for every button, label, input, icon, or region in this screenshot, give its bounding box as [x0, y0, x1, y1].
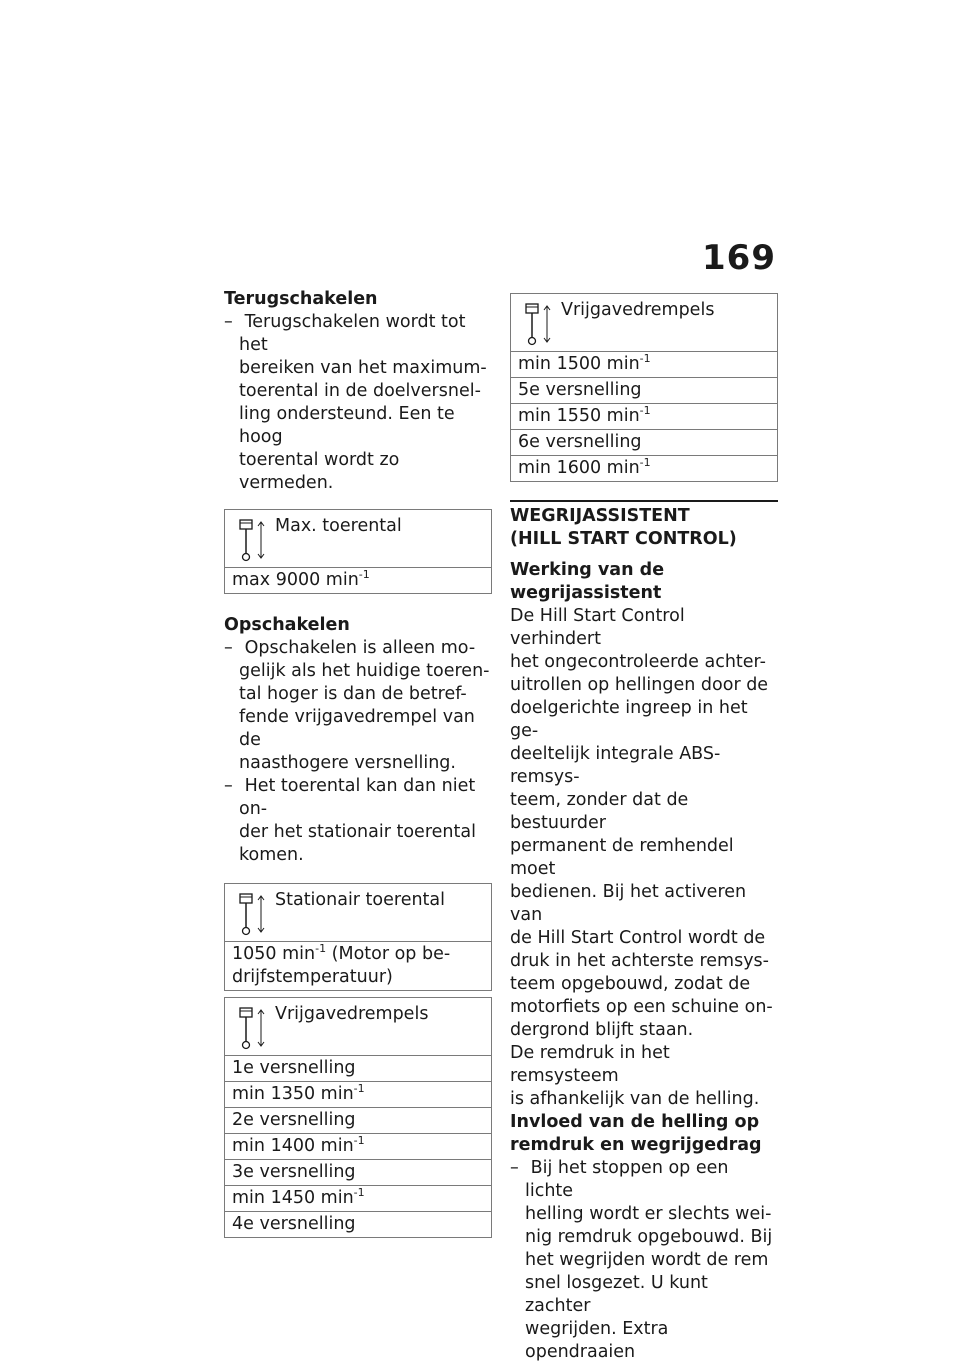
text-line: druk in het achterste remsys-: [510, 951, 769, 971]
bullet-line: bereiken van het maximum-: [239, 358, 487, 378]
text-line: doelgerichte ingreep in het ge-: [510, 698, 748, 741]
row-value: 6e versnelling: [518, 432, 642, 452]
row-value: min 1500 min: [518, 354, 640, 374]
bullet-line: tal hoger is dan de betref-: [239, 684, 467, 704]
bullet-line: fende vrijgavedrempel van de: [239, 707, 475, 750]
text-line: permanent de remhendel moet: [510, 836, 734, 879]
box-row: [225, 1134, 491, 1160]
werking-paragraph-1: [510, 605, 778, 1042]
heading-line: Invloed van de helling op: [510, 1112, 760, 1132]
text-line: uitrollen op hellingen door de: [510, 675, 769, 695]
row-value: min 1350 min: [232, 1084, 354, 1104]
bullet-line: snel losgezet. U kunt zachter: [525, 1273, 708, 1316]
opschakelen-bullet-1: [224, 637, 492, 775]
box-header: [225, 998, 491, 1056]
text-line: dergrond blijft staan.: [510, 1020, 694, 1040]
opschakelen-heading: Opschakelen: [224, 615, 350, 635]
page-number: 169: [702, 238, 776, 278]
bullet-line: nig remdruk opgebouwd. Bij: [525, 1227, 773, 1247]
bullet-line: gelijk als het huidige toeren-: [239, 661, 490, 681]
terugschakelen-bullet: [224, 311, 492, 495]
box-row: [225, 1108, 491, 1134]
row-value: min 1550 min: [518, 406, 640, 426]
text-line: de Hill Start Control wordt de: [510, 928, 766, 948]
box-row: [511, 456, 777, 481]
bullet-line: Terugschakelen wordt tot het: [239, 312, 466, 355]
row-value: 1050 min: [232, 944, 316, 964]
heading-line: remdruk en wegrijgedrag: [510, 1135, 762, 1155]
piston-rpm-icon: [237, 892, 271, 938]
row-superscript: -1: [639, 352, 651, 366]
row-value: drijfstemperatuur): [232, 967, 393, 987]
text-line: De Hill Start Control verhindert: [510, 606, 685, 649]
bullet-line: Het toerental kan dan niet on-: [239, 776, 476, 819]
row-value: min 1600 min: [518, 458, 640, 478]
box-label: Stationair toerental: [275, 890, 446, 910]
opschakelen-bullet-2: [224, 775, 492, 867]
box-row: [225, 942, 491, 990]
box-row: [225, 1186, 491, 1212]
row-value: min 1450 min: [232, 1188, 354, 1208]
row-value: 4e versnelling: [232, 1214, 356, 1234]
row-superscript: -1: [639, 404, 651, 418]
section-title-line: WEGRIJASSISTENT: [510, 506, 690, 526]
box-header: [225, 510, 491, 568]
piston-rpm-icon: [237, 1006, 271, 1052]
heading-line: Werking van de: [510, 560, 665, 580]
row-superscript: -1: [315, 942, 327, 956]
bullet-line: toerental in de doelversnel-: [239, 381, 481, 401]
box-row: [511, 430, 777, 456]
box-row: [225, 1160, 491, 1186]
box-header: [511, 294, 777, 352]
box-label: Vrijgavedrempels: [561, 300, 715, 320]
text-line: teem opgebouwd, zodat de: [510, 974, 751, 994]
box-row: [511, 352, 777, 378]
bullet-line: Bij het stoppen op een lichte: [525, 1158, 729, 1201]
box-header: [225, 884, 491, 942]
right-column: [510, 293, 778, 1364]
werking-heading: [510, 559, 778, 605]
bullet-line: helling wordt er slechts wei-: [525, 1204, 772, 1224]
box-row: [511, 378, 777, 404]
row-value: min 1400 min: [232, 1136, 354, 1156]
row-superscript: -1: [353, 1082, 365, 1096]
text-line: bedienen. Bij het activeren van: [510, 882, 747, 925]
row-superscript: -1: [358, 568, 370, 582]
bullet-line: het wegrijden wordt de rem: [525, 1250, 769, 1270]
piston-rpm-icon: [523, 302, 557, 348]
bullet-line: Opschakelen is alleen mo-: [244, 638, 476, 658]
text-line: motorfiets op een schuine on-: [510, 997, 773, 1017]
section-title-line: (HILL START CONTROL): [510, 529, 737, 549]
bullet-line: toerental wordt zo vermeden.: [239, 450, 400, 493]
box-row: [225, 1082, 491, 1108]
invloed-bullet: [510, 1157, 778, 1364]
bullet-line: ling ondersteund. Een te hoog: [239, 404, 455, 447]
heading-line: wegrijassistent: [510, 583, 662, 603]
box-row: [225, 1056, 491, 1082]
bullet-line: komen.: [239, 845, 304, 865]
box-row: [511, 404, 777, 430]
row-value: 5e versnelling: [518, 380, 642, 400]
row-value: 1e versnelling: [232, 1058, 356, 1078]
box-row: [225, 568, 491, 593]
row-superscript: -1: [353, 1134, 365, 1148]
row-value: 3e versnelling: [232, 1162, 356, 1182]
text-line: deeltelijk integrale ABS-remsys-: [510, 744, 721, 787]
text-line: teem, zonder dat de bestuurder: [510, 790, 689, 833]
werking-paragraph-2: [510, 1042, 778, 1111]
text-line: het ongecontroleerde achter-: [510, 652, 766, 672]
piston-rpm-icon: [237, 518, 271, 564]
row-value: (Motor op be-: [326, 944, 451, 964]
box-label: Max. toerental: [275, 516, 402, 536]
bullet-line: der het stationair toerental: [239, 822, 476, 842]
bullet-line: naasthogere versnelling.: [239, 753, 456, 773]
box-row: [225, 1212, 491, 1237]
vrijgavedrempels-box-1: [224, 997, 492, 1238]
left-column: [224, 288, 492, 1238]
row-value: max 9000 min: [232, 570, 359, 590]
max-toerental-box: [224, 509, 492, 594]
stationair-toerental-box: [224, 883, 492, 991]
row-superscript: -1: [639, 456, 651, 470]
invloed-heading: [510, 1111, 778, 1157]
row-value: 2e versnelling: [232, 1110, 356, 1130]
vrijgavedrempels-box-2: [510, 293, 778, 482]
text-line: De remdruk in het remsysteem: [510, 1043, 670, 1086]
text-line: is afhankelijk van de helling.: [510, 1089, 760, 1109]
box-label: Vrijgavedrempels: [275, 1004, 429, 1024]
bullet-line: wegrijden. Extra opendraaien: [525, 1319, 669, 1362]
section-title: [510, 500, 778, 551]
row-superscript: -1: [353, 1186, 365, 1200]
terugschakelen-heading: Terugschakelen: [224, 289, 378, 309]
